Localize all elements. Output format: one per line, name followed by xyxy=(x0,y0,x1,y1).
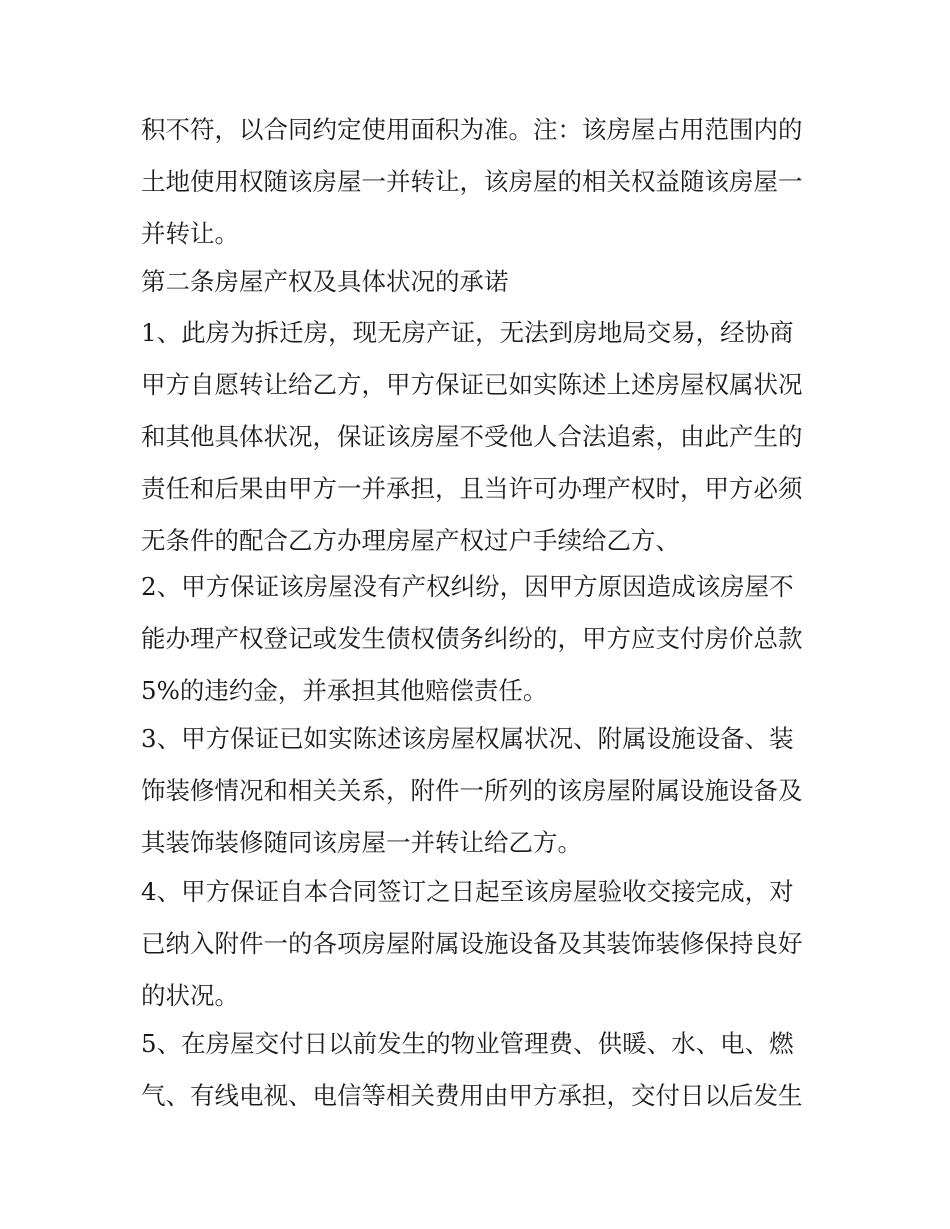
clause-5 xyxy=(141,1018,821,1122)
text-line: 积不符，以合同约定使用面积为准。注：该房屋占用范围内的 xyxy=(141,115,803,144)
text-line: 气、有线电视、电信等相关费用由甲方承担，交付日以后发生 xyxy=(141,1081,803,1110)
text-line: 其装饰装修随同该房屋一并转让给乙方。 xyxy=(141,828,582,857)
text-line: 5、在房屋交付日以前发生的物业管理费、供暖、水、电、燃 xyxy=(141,1029,794,1058)
text-line: 已纳入附件一的各项房屋附属设施设备及其装饰装修保持良好 xyxy=(141,929,803,958)
text-line: 责任和后果由甲方一并承担，且当许可办理产权时，甲方必须 xyxy=(141,474,803,503)
text-line: 能办理产权登记或发生债权债务纠纷的，甲方应支付房价总款 xyxy=(141,624,803,653)
clause-2 xyxy=(141,561,821,717)
text-line: 无条件的配合乙方办理房屋产权过户手续给乙方、 xyxy=(141,526,680,555)
text-line: 的状况。 xyxy=(141,981,239,1010)
clause-3 xyxy=(141,713,821,869)
text-line: 土地使用权随该房屋一并转让，该房屋的相关权益随该房屋一 xyxy=(141,167,803,196)
paragraph-area-note xyxy=(141,104,821,260)
text-line: 饰装修情况和相关关系，附件一所列的该房屋附属设施设备及 xyxy=(141,776,803,805)
text-line: 2、甲方保证该房屋没有产权纠纷，因甲方原因造成该房屋不 xyxy=(141,572,794,601)
text-line: 并转让。 xyxy=(141,219,239,248)
text-line: 1、此房为拆迁房，现无房产证，无法到房地局交易，经协商 xyxy=(141,318,794,347)
text-line: 5%的违约金，并承担其他赔偿责任。 xyxy=(141,676,548,705)
heading-line: 第二条房屋产权及具体状况的承诺 xyxy=(141,267,509,296)
text-line: 甲方自愿转让给乙方，甲方保证已如实陈述上述房屋权属状况 xyxy=(141,370,803,399)
text-line: 4、甲方保证自本合同签订之日起至该房屋验收交接完成，对 xyxy=(141,877,794,906)
text-line: 3、甲方保证已如实陈述该房屋权属状况、附属设施设备、装 xyxy=(141,724,794,753)
section-heading-article-2 xyxy=(141,256,821,308)
text-line: 和其他具体状况，保证该房屋不受他人合法追索，由此产生的 xyxy=(141,422,803,451)
clause-1 xyxy=(141,307,821,567)
clause-4 xyxy=(141,866,821,1022)
